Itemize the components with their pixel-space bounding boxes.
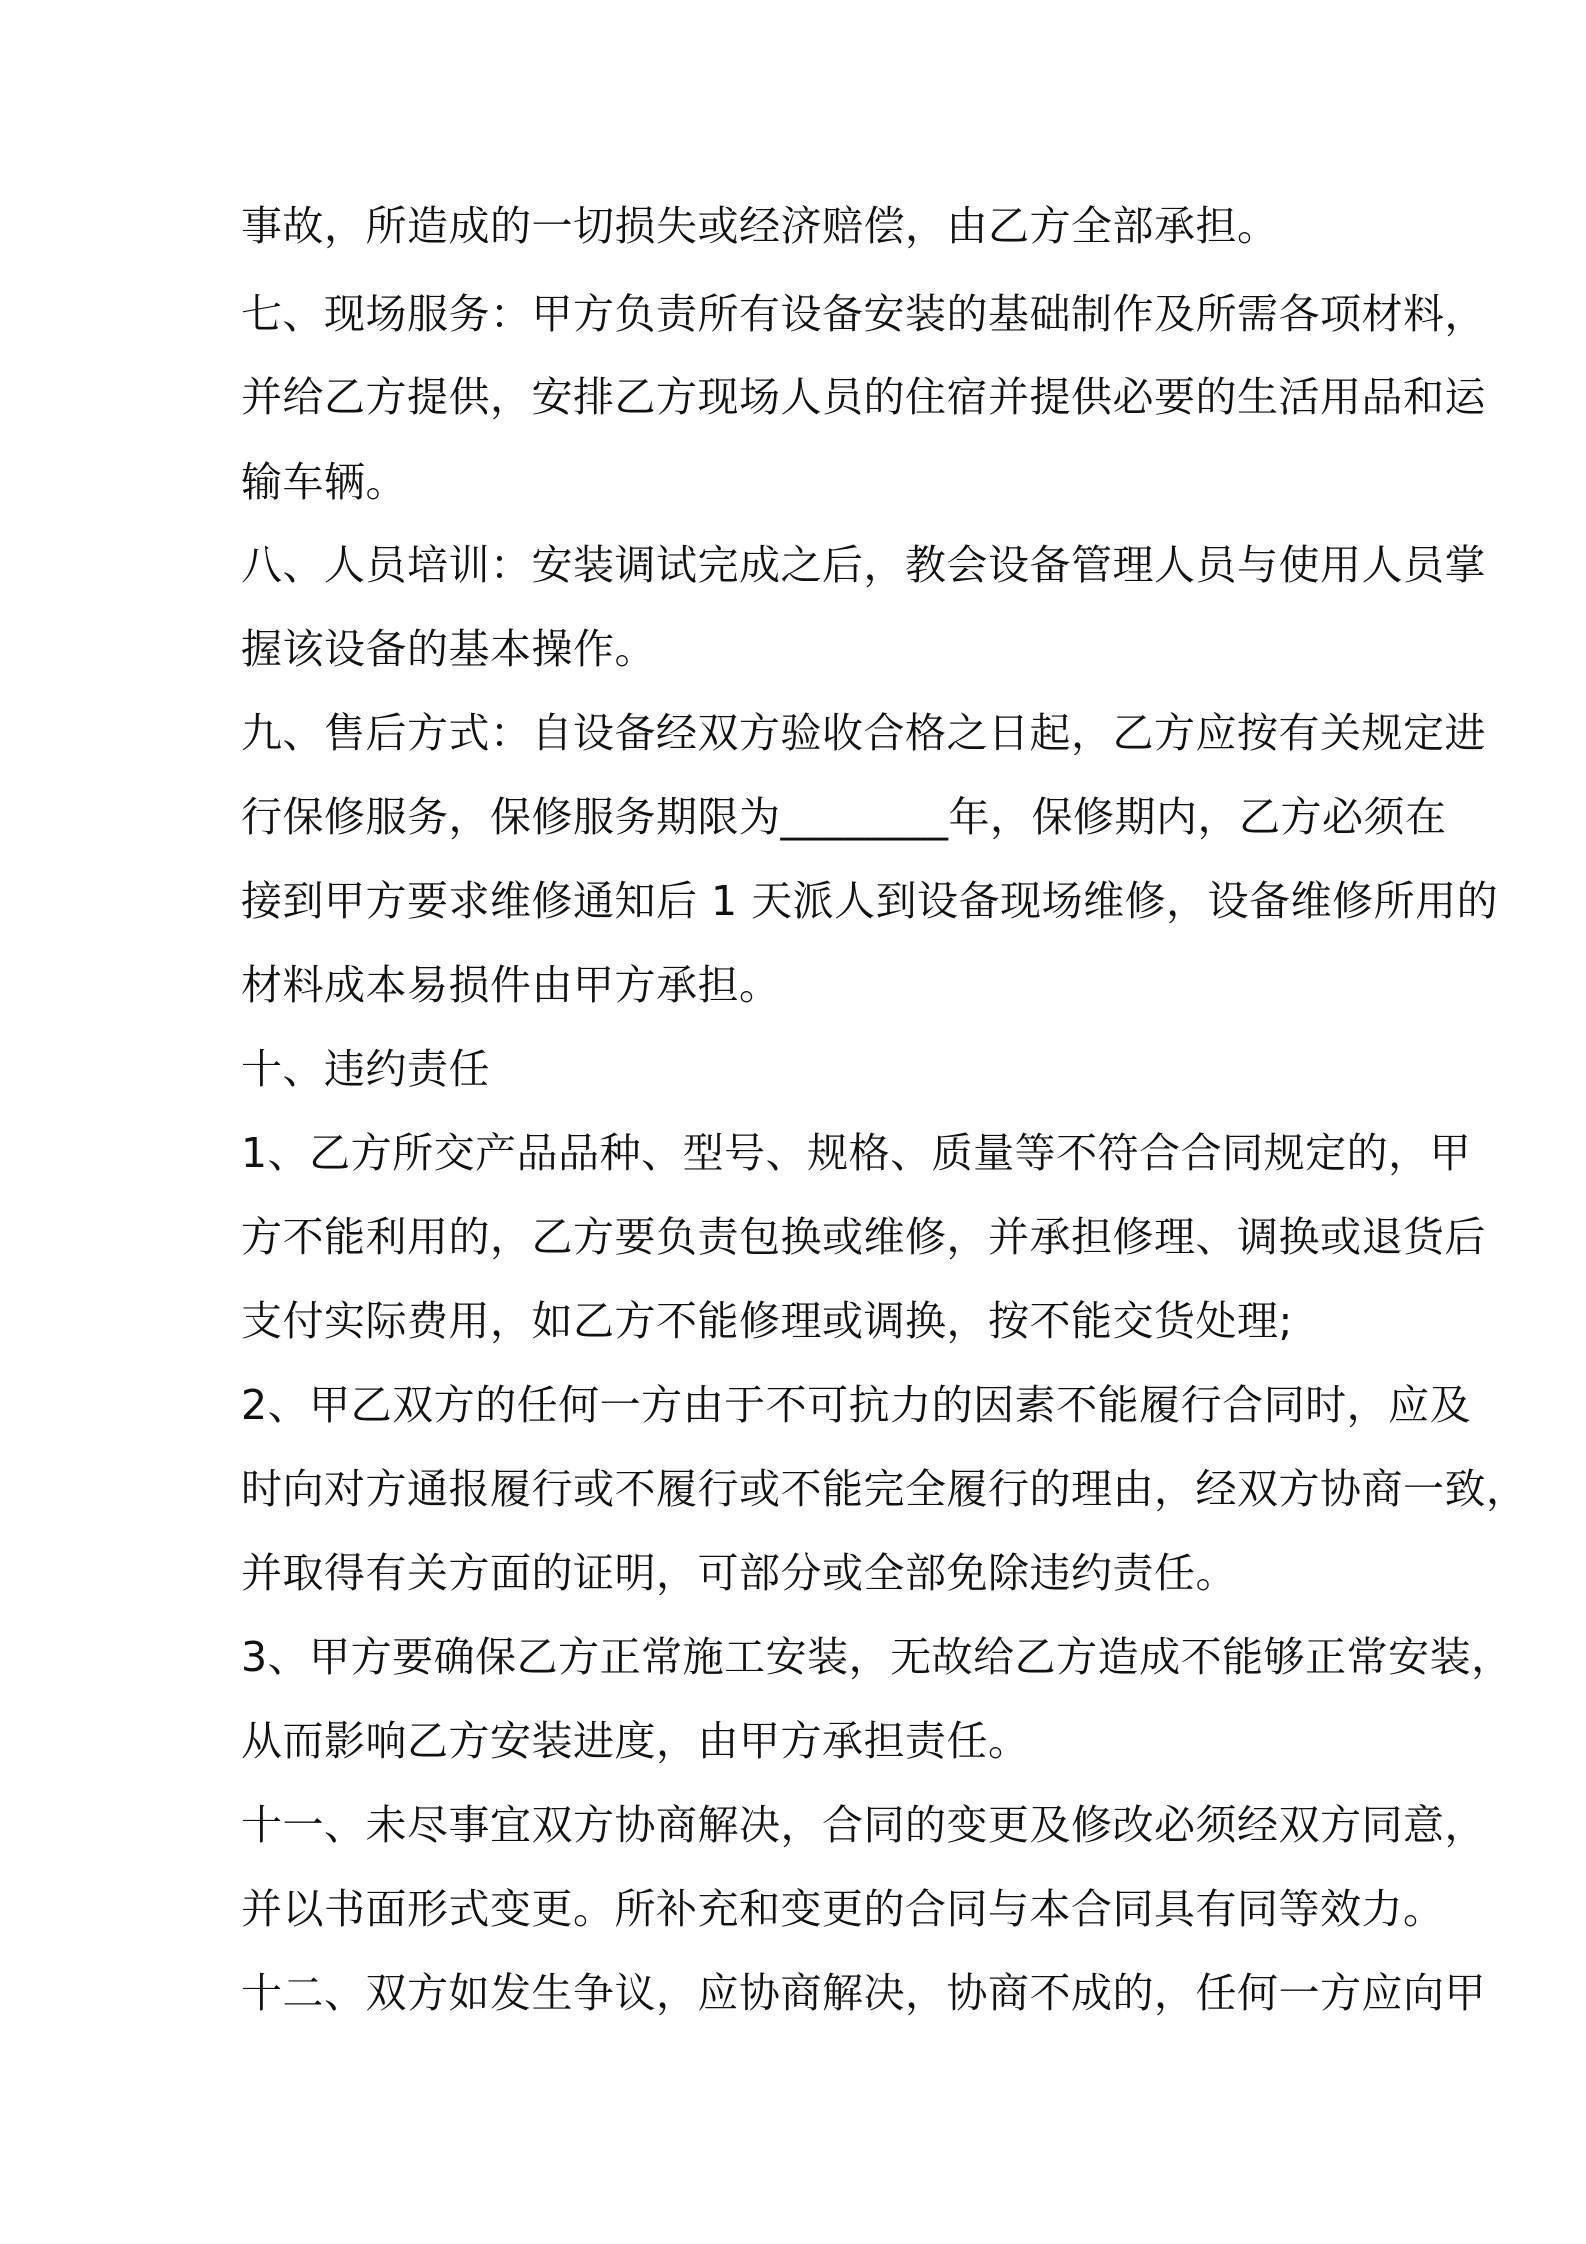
text-line: 材料成本易损件由甲方承担。 [241,961,781,1009]
section-11-line: 十一、未尽事宜双方协商解决，合同的变更及修改必须经双方同意， [241,1801,1486,1849]
text-line: 支付实际费用，如乙方不能修理或调换，按不能交货处理; [241,1297,1293,1345]
section-12-line: 十二、双方如发生争议，应协商解决，协商不成的，任何一方应向甲 [241,1969,1486,2017]
text-line: 时向对方通报履行或不履行或不能完全履行的理由，经双方协商一致， [241,1465,1528,1513]
text-line: 输车辆。 [241,458,407,506]
clause-1-line: 1、乙方所交产品品种、型号、规格、质量等不符合合同规定的，甲 [241,1129,1472,1177]
clause-2-line: 2、甲乙双方的任何一方由于不可抗力的因素不能履行合同时，应及 [241,1381,1472,1429]
text-line: 并取得有关方面的证明，可部分或全部免除违约责任。 [241,1549,1237,1597]
text-line: 接到甲方要求维修通知后 1 天派人到设备现场维修，设备维修所用的 [241,877,1499,925]
text-line: 行保修服务，保修服务期限为________年，保修期内，乙方必须在 [241,793,1447,841]
section-7-heading-line: 七、现场服务：甲方负责所有设备安装的基础制作及所需各项材料， [241,290,1486,338]
section-9-heading-line: 九、售后方式：自设备经双方验收合格之日起，乙方应按有关规定进 [241,709,1486,757]
section-10-heading: 十、违约责任 [241,1045,490,1093]
text-line: 握该设备的基本操作。 [241,625,656,673]
text-line: 事故，所造成的一切损失或经济赔偿，由乙方全部承担。 [241,202,1279,250]
clause-3-line: 3、甲方要确保乙方正常施工安装，无故给乙方造成不能够正常安装， [241,1633,1513,1681]
text-line: 并给乙方提供，安排乙方现场人员的住宿并提供必要的生活用品和运 [241,373,1486,421]
text-line: 从而影响乙方安装进度，由甲方承担责任。 [241,1717,1030,1765]
text-line: 方不能利用的，乙方要负责包换或维修，并承担修理、调换或退货后 [241,1213,1486,1261]
text-line: 并以书面形式变更。所补充和变更的合同与本合同具有同等效力。 [241,1885,1445,1933]
section-8-heading-line: 八、人员培训：安装调试完成之后，教会设备管理人员与使用人员掌 [241,541,1486,589]
